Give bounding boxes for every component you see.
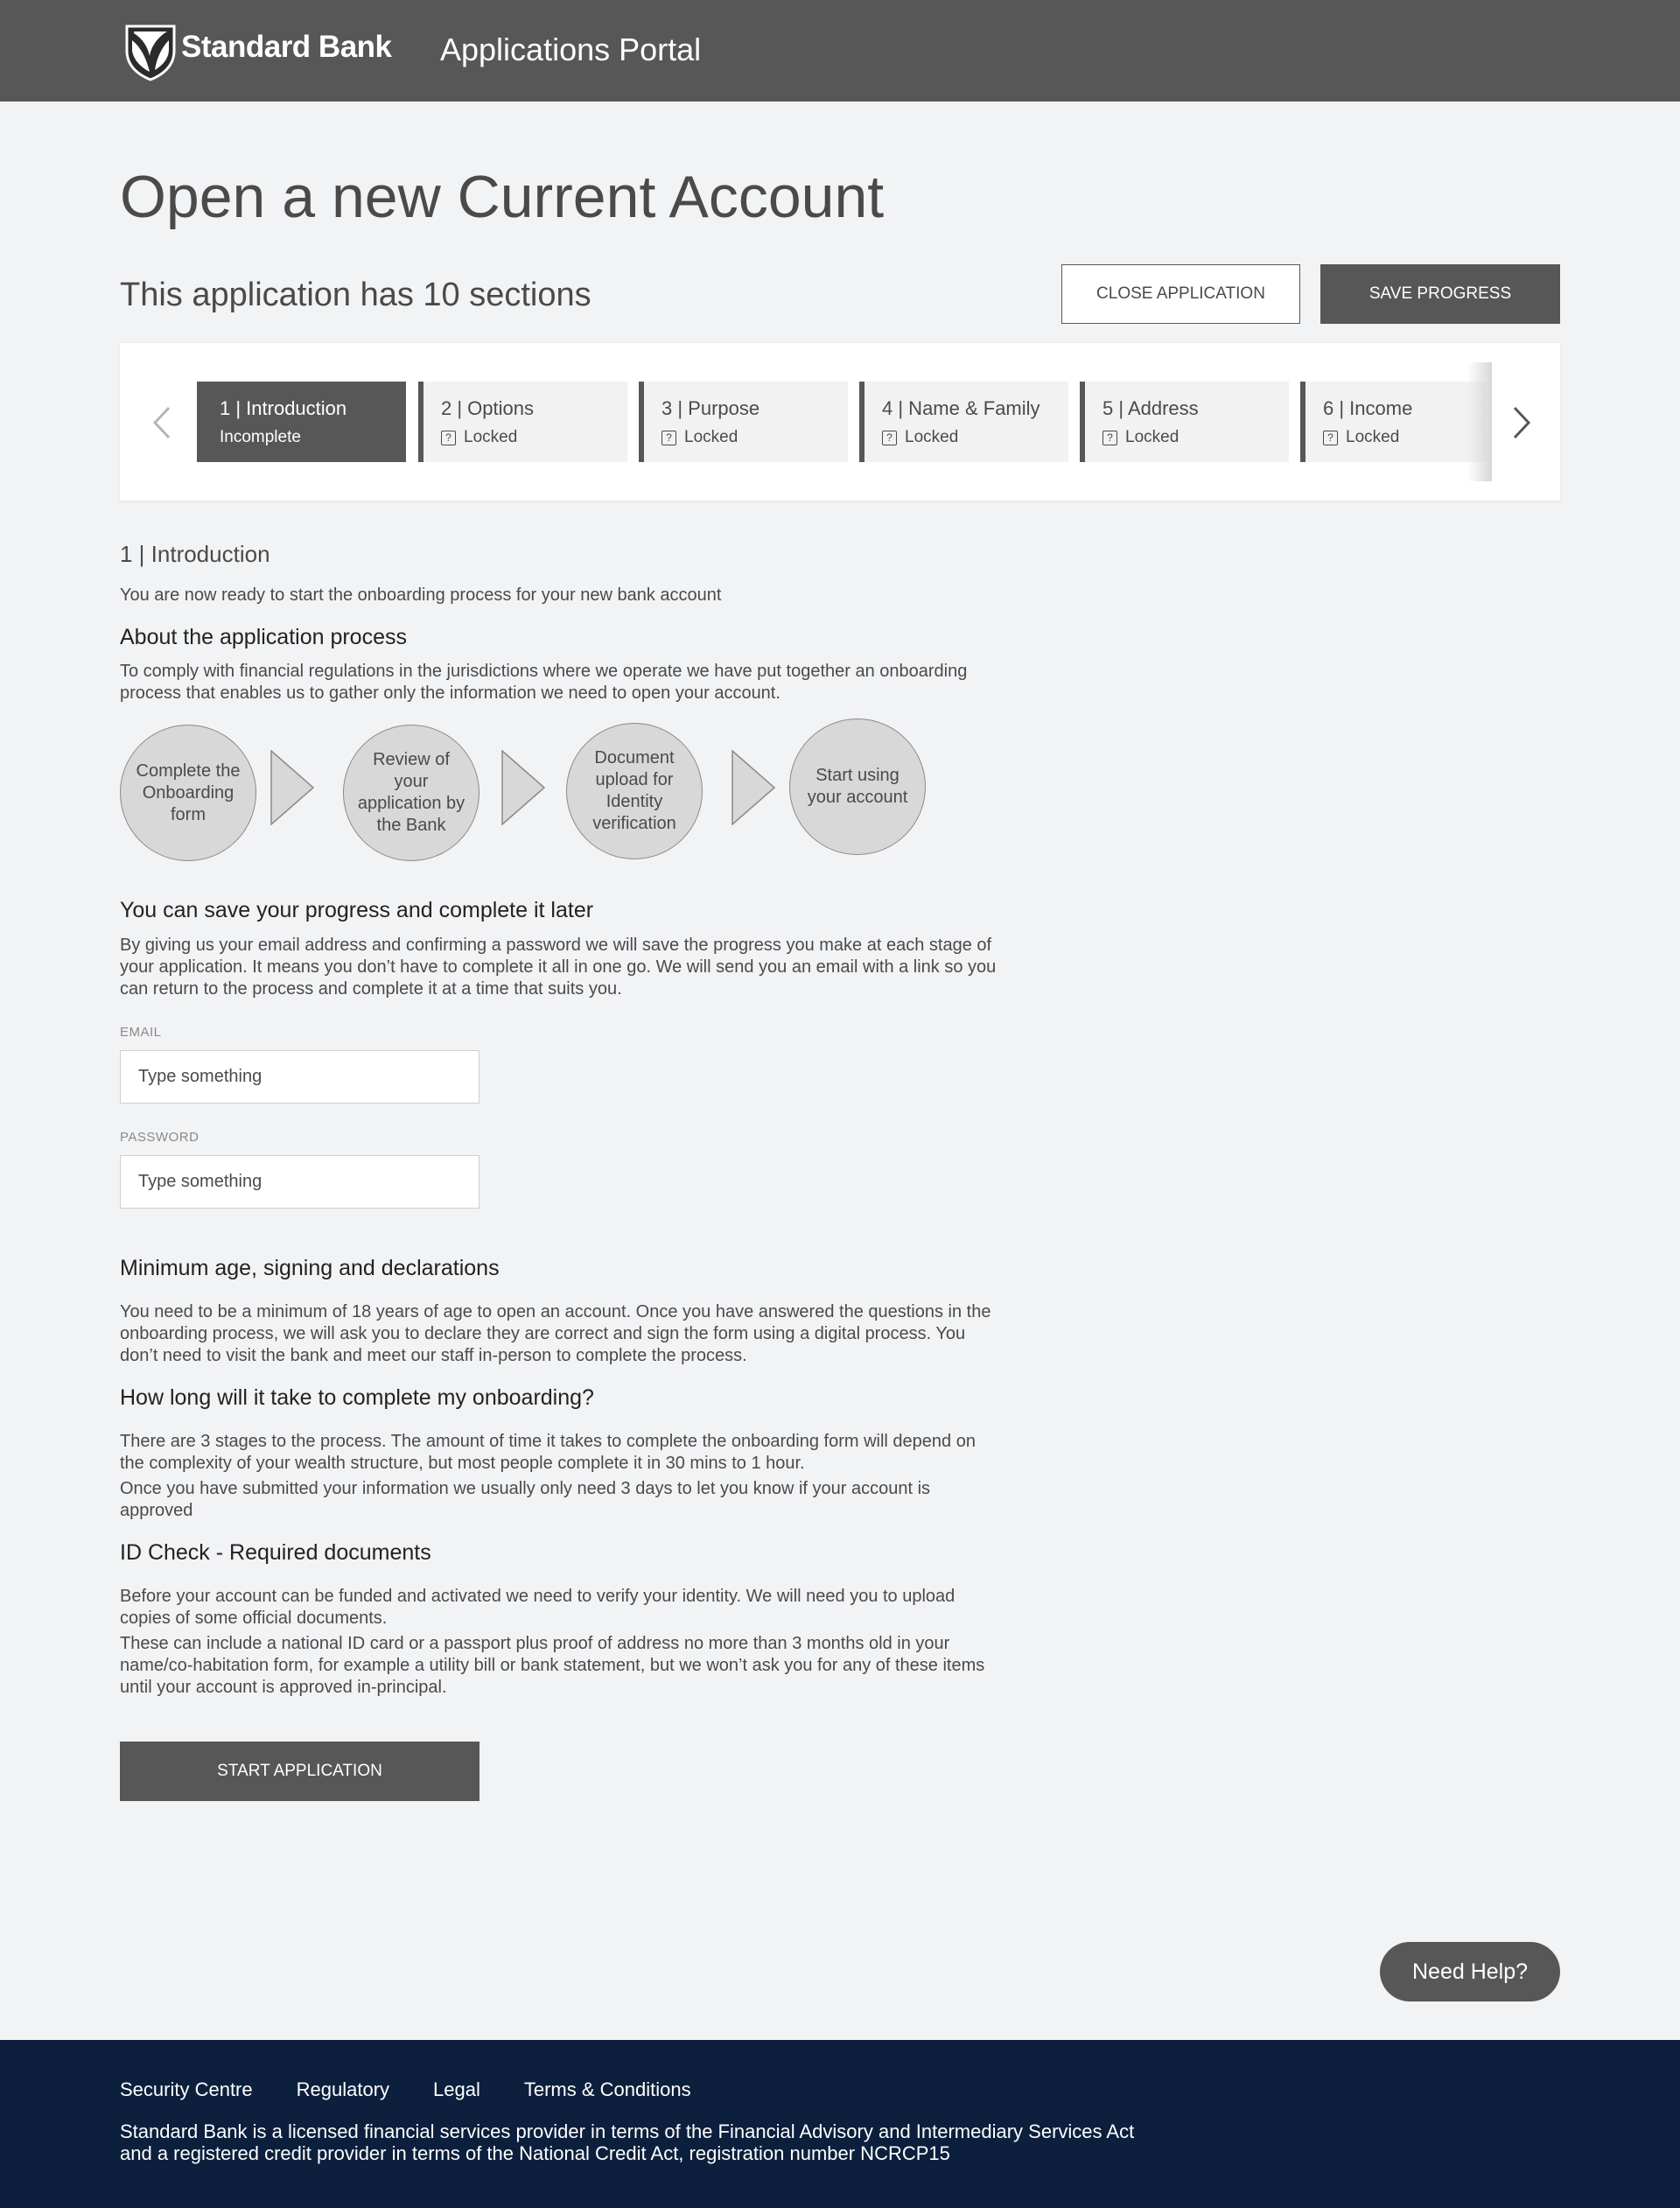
process-heading: About the application process bbox=[120, 625, 407, 649]
locked-icon: ? bbox=[662, 431, 676, 445]
locked-icon: ? bbox=[1102, 431, 1117, 445]
idcheck-heading: ID Check - Required documents bbox=[120, 1540, 431, 1565]
password-label: PASSWORD bbox=[120, 1130, 200, 1145]
arrow-triangle-icon bbox=[270, 750, 314, 825]
arrow-triangle-icon bbox=[501, 750, 545, 825]
brand-name[interactable]: Standard Bank bbox=[181, 30, 392, 64]
footer bbox=[0, 2040, 1680, 2208]
save-heading: You can save your progress and complete it later bbox=[120, 898, 594, 922]
locked-icon: ? bbox=[1323, 431, 1338, 445]
password-field[interactable] bbox=[120, 1155, 480, 1209]
stage-document-upload: Document upload for Identity verification bbox=[566, 723, 703, 859]
step-status: ? Locked bbox=[1102, 428, 1179, 447]
step-address[interactable] bbox=[1080, 382, 1289, 462]
step-label: 1 | Introduction bbox=[220, 397, 347, 419]
step-options[interactable] bbox=[418, 382, 627, 462]
chevron-right-icon[interactable] bbox=[1504, 401, 1539, 445]
footer-links bbox=[120, 2078, 735, 2101]
step-label: 5 | Address bbox=[1102, 397, 1199, 419]
shield-logo-icon[interactable] bbox=[120, 21, 181, 82]
page-title: Open a new Current Account bbox=[120, 164, 885, 230]
need-help-button[interactable]: Need Help? bbox=[1380, 1942, 1560, 2001]
step-status: ? Locked bbox=[882, 428, 958, 447]
footer-link-terms[interactable]: Terms & Conditions bbox=[523, 2078, 691, 2100]
section-stepper bbox=[120, 343, 1560, 501]
idcheck-text-2: These can include a national ID card or a passport plus proof of address no more than 3 months old in your name/co-habitation form, for example a utility bill or bank statement, but we won’t ask you for any of these items until your account is approved in-principal. bbox=[120, 1634, 985, 1697]
stage-onboarding-form: Complete the Onboarding form bbox=[120, 725, 256, 861]
duration-heading: How long will it take to complete my onboarding? bbox=[120, 1385, 594, 1410]
save-text: By giving us your email address and confirming a password we will save the progress you make at each stage of your application. It means you don’t have to complete it all in one go. We will send you an email with a link so you can return to the process and complete it at a time that suits you. bbox=[120, 936, 997, 999]
duration-text-1: There are 3 stages to the process. The amount of time it takes to complete the onboarding form will depend on the complexity of your wealth structure, but most people complete it in 30 mins to 1 hour. bbox=[120, 1432, 976, 1473]
step-income[interactable] bbox=[1300, 382, 1487, 462]
chevron-left-icon[interactable] bbox=[144, 401, 179, 445]
process-text: To comply with financial regulations in the jurisdictions where we operate we have put together an onboarding process that enables us to gather only the information we need to open your account. bbox=[120, 662, 968, 703]
locked-icon: ? bbox=[441, 431, 456, 445]
footer-link-legal[interactable]: Legal bbox=[433, 2078, 480, 2100]
step-status: ? Locked bbox=[662, 428, 738, 447]
step-name-family[interactable] bbox=[859, 382, 1068, 462]
portal-title: Applications Portal bbox=[440, 32, 702, 67]
page-subtitle: This application has 10 sections bbox=[120, 277, 592, 313]
footer-link-regulatory[interactable]: Regulatory bbox=[296, 2078, 390, 2100]
locked-icon: ? bbox=[882, 431, 897, 445]
stepper-track bbox=[197, 382, 1487, 462]
stage-bank-review: Review of your application by the Bank bbox=[343, 725, 480, 861]
step-purpose[interactable] bbox=[639, 382, 848, 462]
stepper-fade bbox=[1467, 362, 1492, 481]
intro-text: You are now ready to start the onboarding process for your new bank account bbox=[120, 585, 722, 605]
step-label: 6 | Income bbox=[1323, 397, 1413, 419]
stage-start-using: Start using your account bbox=[789, 718, 926, 855]
footer-link-security-centre[interactable]: Security Centre bbox=[120, 2078, 253, 2100]
footer-disclaimer: Standard Bank is a licensed financial services provider in terms of the Financial Advisory and Intermediary Services Act and a registered credit provider in terms of the National Credit Act, registration number NCRCP15 bbox=[120, 2120, 1135, 2164]
step-status: ? Locked bbox=[1323, 428, 1399, 447]
save-progress-button[interactable]: SAVE PROGRESS bbox=[1320, 264, 1560, 324]
email-label: EMAIL bbox=[120, 1025, 162, 1040]
email-field[interactable] bbox=[120, 1050, 480, 1104]
step-status: Incomplete bbox=[220, 428, 301, 446]
duration-text-2: Once you have submitted your information we usually only need 3 days to let you know if your account is approved bbox=[120, 1479, 931, 1520]
idcheck-text-1: Before your account can be funded and activated we need to verify your identity. We will need you to upload copies of some official documents. bbox=[120, 1587, 956, 1628]
start-application-button[interactable]: START APPLICATION bbox=[120, 1742, 480, 1801]
close-application-button[interactable]: CLOSE APPLICATION bbox=[1061, 264, 1300, 324]
step-introduction[interactable] bbox=[197, 382, 406, 462]
age-text: You need to be a minimum of 18 years of age to open an account. Once you have answered the questions in the onboarding process, we will ask you to declare they are correct and sign the form using a digital process. You don’t need to visit the bank and meet our staff in-person to complete the process. bbox=[120, 1302, 991, 1365]
step-status: ? Locked bbox=[441, 428, 517, 447]
arrow-triangle-icon bbox=[732, 750, 775, 825]
step-label: 2 | Options bbox=[441, 397, 534, 419]
step-label: 3 | Purpose bbox=[662, 397, 760, 419]
age-heading: Minimum age, signing and declarations bbox=[120, 1256, 500, 1280]
top-header bbox=[0, 0, 1680, 102]
step-label: 4 | Name & Family bbox=[882, 397, 1040, 419]
intro-heading: 1 | Introduction bbox=[120, 541, 270, 567]
